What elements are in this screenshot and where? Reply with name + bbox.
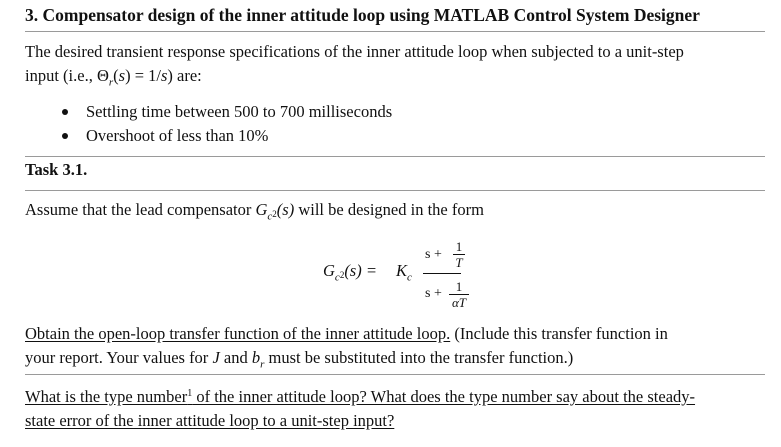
section-heading: 3. Compensator design of the inner attitude loop using MATLAB Control System Designer	[25, 5, 700, 25]
question-divider	[25, 374, 765, 375]
intro-line-1: The desired transient response specifications of the inner attitude loop when subjected to a unit-step	[25, 42, 684, 61]
question-line-2: state error of the inner attitude loop to a unit-step input?	[25, 411, 395, 430]
denominator-term: s +	[425, 286, 442, 301]
theta-symbol: Θ	[96, 66, 109, 85]
footnote-marker: 1	[187, 388, 193, 399]
list-item: Settling time between 500 to 700 milliseconds	[62, 100, 392, 124]
equation-lhs: $G_c2(s)$ =	[323, 261, 377, 284]
bullet-icon	[62, 133, 68, 139]
task-instruction	[25, 322, 668, 376]
task-divider-bottom	[25, 190, 765, 191]
intro-line-2: input (i.e., $\Theta_r(s) = 1/s$) are:	[25, 66, 202, 89]
bullet-icon	[62, 109, 68, 115]
task-label: Task 3.1.	[25, 160, 88, 179]
intro-paragraph	[25, 40, 684, 94]
spec-bullet-list	[62, 100, 392, 148]
question-paragraph	[25, 382, 695, 433]
list-item: Overshoot of less than 10%	[62, 124, 392, 148]
numerator-term: s +	[425, 247, 442, 262]
assume-paragraph: Assume that the lead compensator $G_c2(s)$ will be designed in the form	[25, 200, 484, 223]
denominator-fraction: 1 αT	[449, 280, 469, 309]
lead-compensator-equation	[323, 230, 503, 310]
heading-divider	[25, 31, 765, 32]
numerator-fraction: 1 T	[453, 240, 465, 269]
equation-gain: $K_c$	[396, 261, 412, 284]
question-line-1: What is the type number$^1$ of the inner attitude loop? What does the type number say about the steady-	[25, 387, 696, 406]
task-line-2: your report. Your values for J and $b_r$ must be substituted into the transfer function.)	[25, 348, 574, 371]
task-line-1: Obtain the open-loop transfer function of the inner attitude loop. (Include this transfer function in	[25, 324, 668, 343]
fraction-bar	[423, 273, 461, 274]
task-divider-top	[25, 156, 765, 157]
